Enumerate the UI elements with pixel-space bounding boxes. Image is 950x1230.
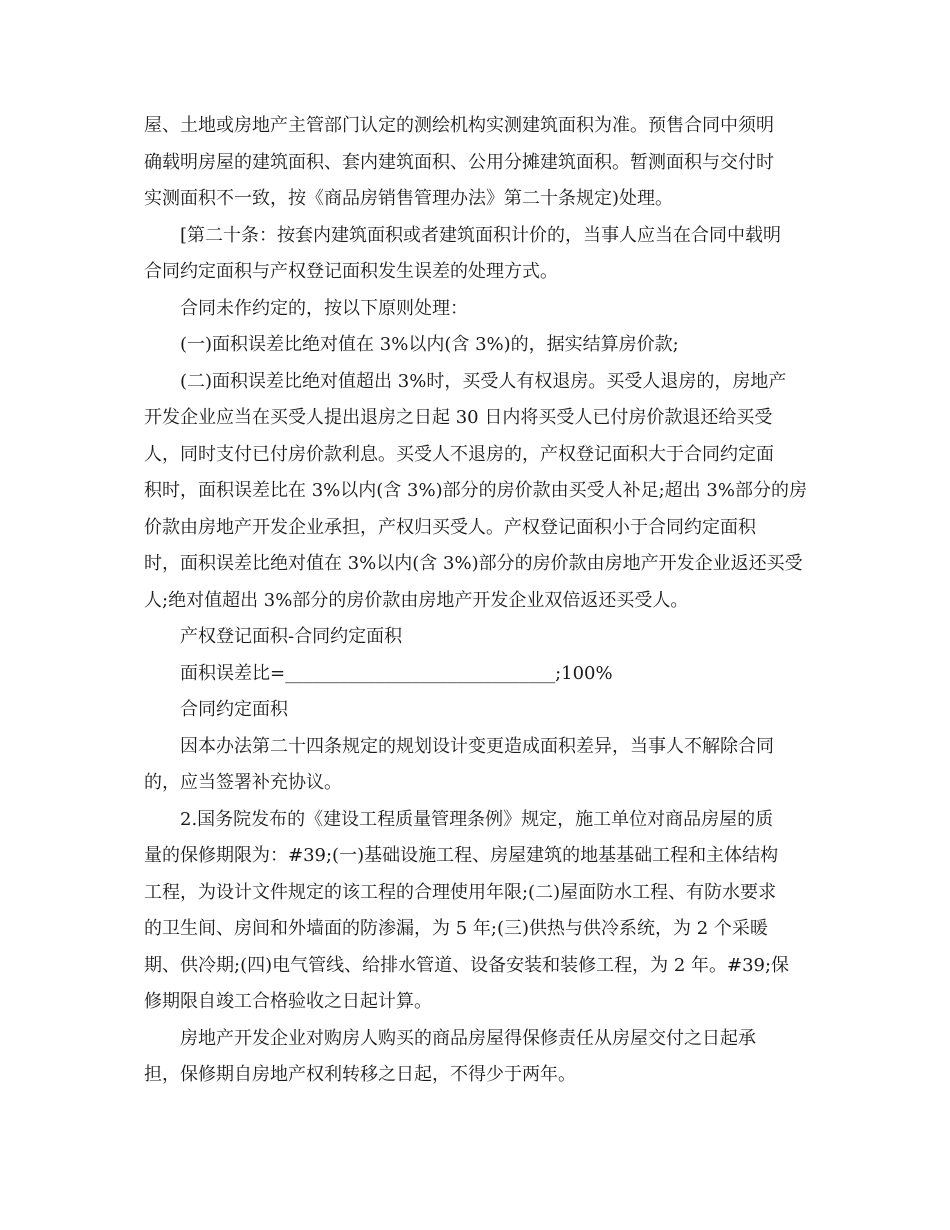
paragraph-principles-intro bbox=[144, 291, 809, 328]
text-line: 实测面积不一致，按《商品房销售管理办法》第二十条规定)处理。 bbox=[144, 188, 674, 209]
text-line: 的，应当签署补充协议。 bbox=[144, 772, 342, 793]
formula-denominator: 合同约定面积 bbox=[180, 699, 288, 720]
text-line: [第二十条：按套内建筑面积或者建筑面积计价的，当事人应当在合同中载明 bbox=[180, 224, 782, 246]
text-line: 价款由房地产开发企业承担，产权归买受人。产权登记面积小于合同约定面积 bbox=[144, 516, 756, 538]
paragraph-developer-warranty bbox=[144, 1021, 809, 1094]
text-line: 房地产开发企业对购房人购买的商品房屋得保修责任从房屋交付之日起承 bbox=[180, 1027, 756, 1049]
text-line: 合同未作约定的，按以下原则处理： bbox=[180, 297, 468, 319]
text-line: 人，同时支付已付房价款利息。买受人不退房的，产权登记面积大于合同约定面 bbox=[144, 443, 774, 465]
text-line: 人;绝对值超出 3%部分的房价款由房地产开发企业双倍返还买受人。 bbox=[144, 589, 689, 611]
text-line: 期、供冷期;(四)电气管线、给排水管道、设备安装和装修工程，为 2 年。#39;保 bbox=[144, 954, 790, 976]
text-line: (一)面积误差比绝对值在 3%以内(含 3%)的，据实结算房价款; bbox=[180, 334, 679, 355]
document-page bbox=[144, 108, 809, 1094]
text-line: 屋、土地或房地产主管部门认定的测绘机构实测建筑面积为准。预售合同中须明 bbox=[144, 115, 774, 136]
paragraph-article-20 bbox=[144, 218, 809, 291]
text-line: 工程，为设计文件规定的该工程的合理使用年限;(二)屋面防水工程、有防水要求 bbox=[144, 881, 777, 903]
text-line: 合同约定面积与产权登记面积发生误差的处理方式。 bbox=[144, 261, 558, 282]
formula-main: 面积误差比=______________________________;100% bbox=[180, 662, 613, 684]
text-line: 时，面积误差比绝对值在 3%以内(含 3%)部分的房价款由房地产开发企业返还买受 bbox=[144, 553, 803, 574]
paragraph-rule-two bbox=[144, 364, 809, 620]
text-line: 确载明房屋的建筑面积、套内建筑面积、公用分摊建筑面积。暂测面积与交付时 bbox=[144, 151, 774, 173]
paragraph-warranty-regulation bbox=[144, 802, 809, 1021]
text-line: 的卫生间、房间和外墙面的防渗漏，为 5 年;(三)供热与供冷系统，为 2 个采暖 bbox=[144, 918, 768, 939]
text-line: 积时，面积误差比在 3%以内(含 3%)部分的房价款由买受人补足;超出 3%部分的房 bbox=[144, 480, 807, 501]
formula-numerator: 产权登记面积-合同约定面积 bbox=[180, 626, 403, 647]
formula-block bbox=[144, 619, 809, 729]
text-line: (二)面积误差比绝对值超出 3%时，买受人有权退房。买受人退房的，房地产 bbox=[180, 370, 787, 392]
text-line: 开发企业应当在买受人提出退房之日起 30 日内将买受人已付房价款退还给买受 bbox=[144, 407, 773, 428]
text-line: 担，保修期自房地产权利转移之日起，不得少于两年。 bbox=[144, 1064, 576, 1085]
text-line: 量的保修期限为：#39;(一)基础设施工程、房屋建筑的地基基础工程和主体结构 bbox=[144, 845, 779, 866]
paragraph-rule-one bbox=[144, 327, 809, 364]
paragraph-area-standard bbox=[144, 108, 809, 218]
text-line: 2.国务院发布的《建设工程质量管理条例》规定，施工单位对商品房屋的质 bbox=[180, 808, 774, 830]
paragraph-design-change bbox=[144, 729, 809, 802]
text-line: 因本办法第二十四条规定的规划设计变更造成面积差异，当事人不解除合同 bbox=[180, 735, 774, 757]
text-line: 修期限自竣工合格验收之日起计算。 bbox=[144, 991, 432, 1012]
